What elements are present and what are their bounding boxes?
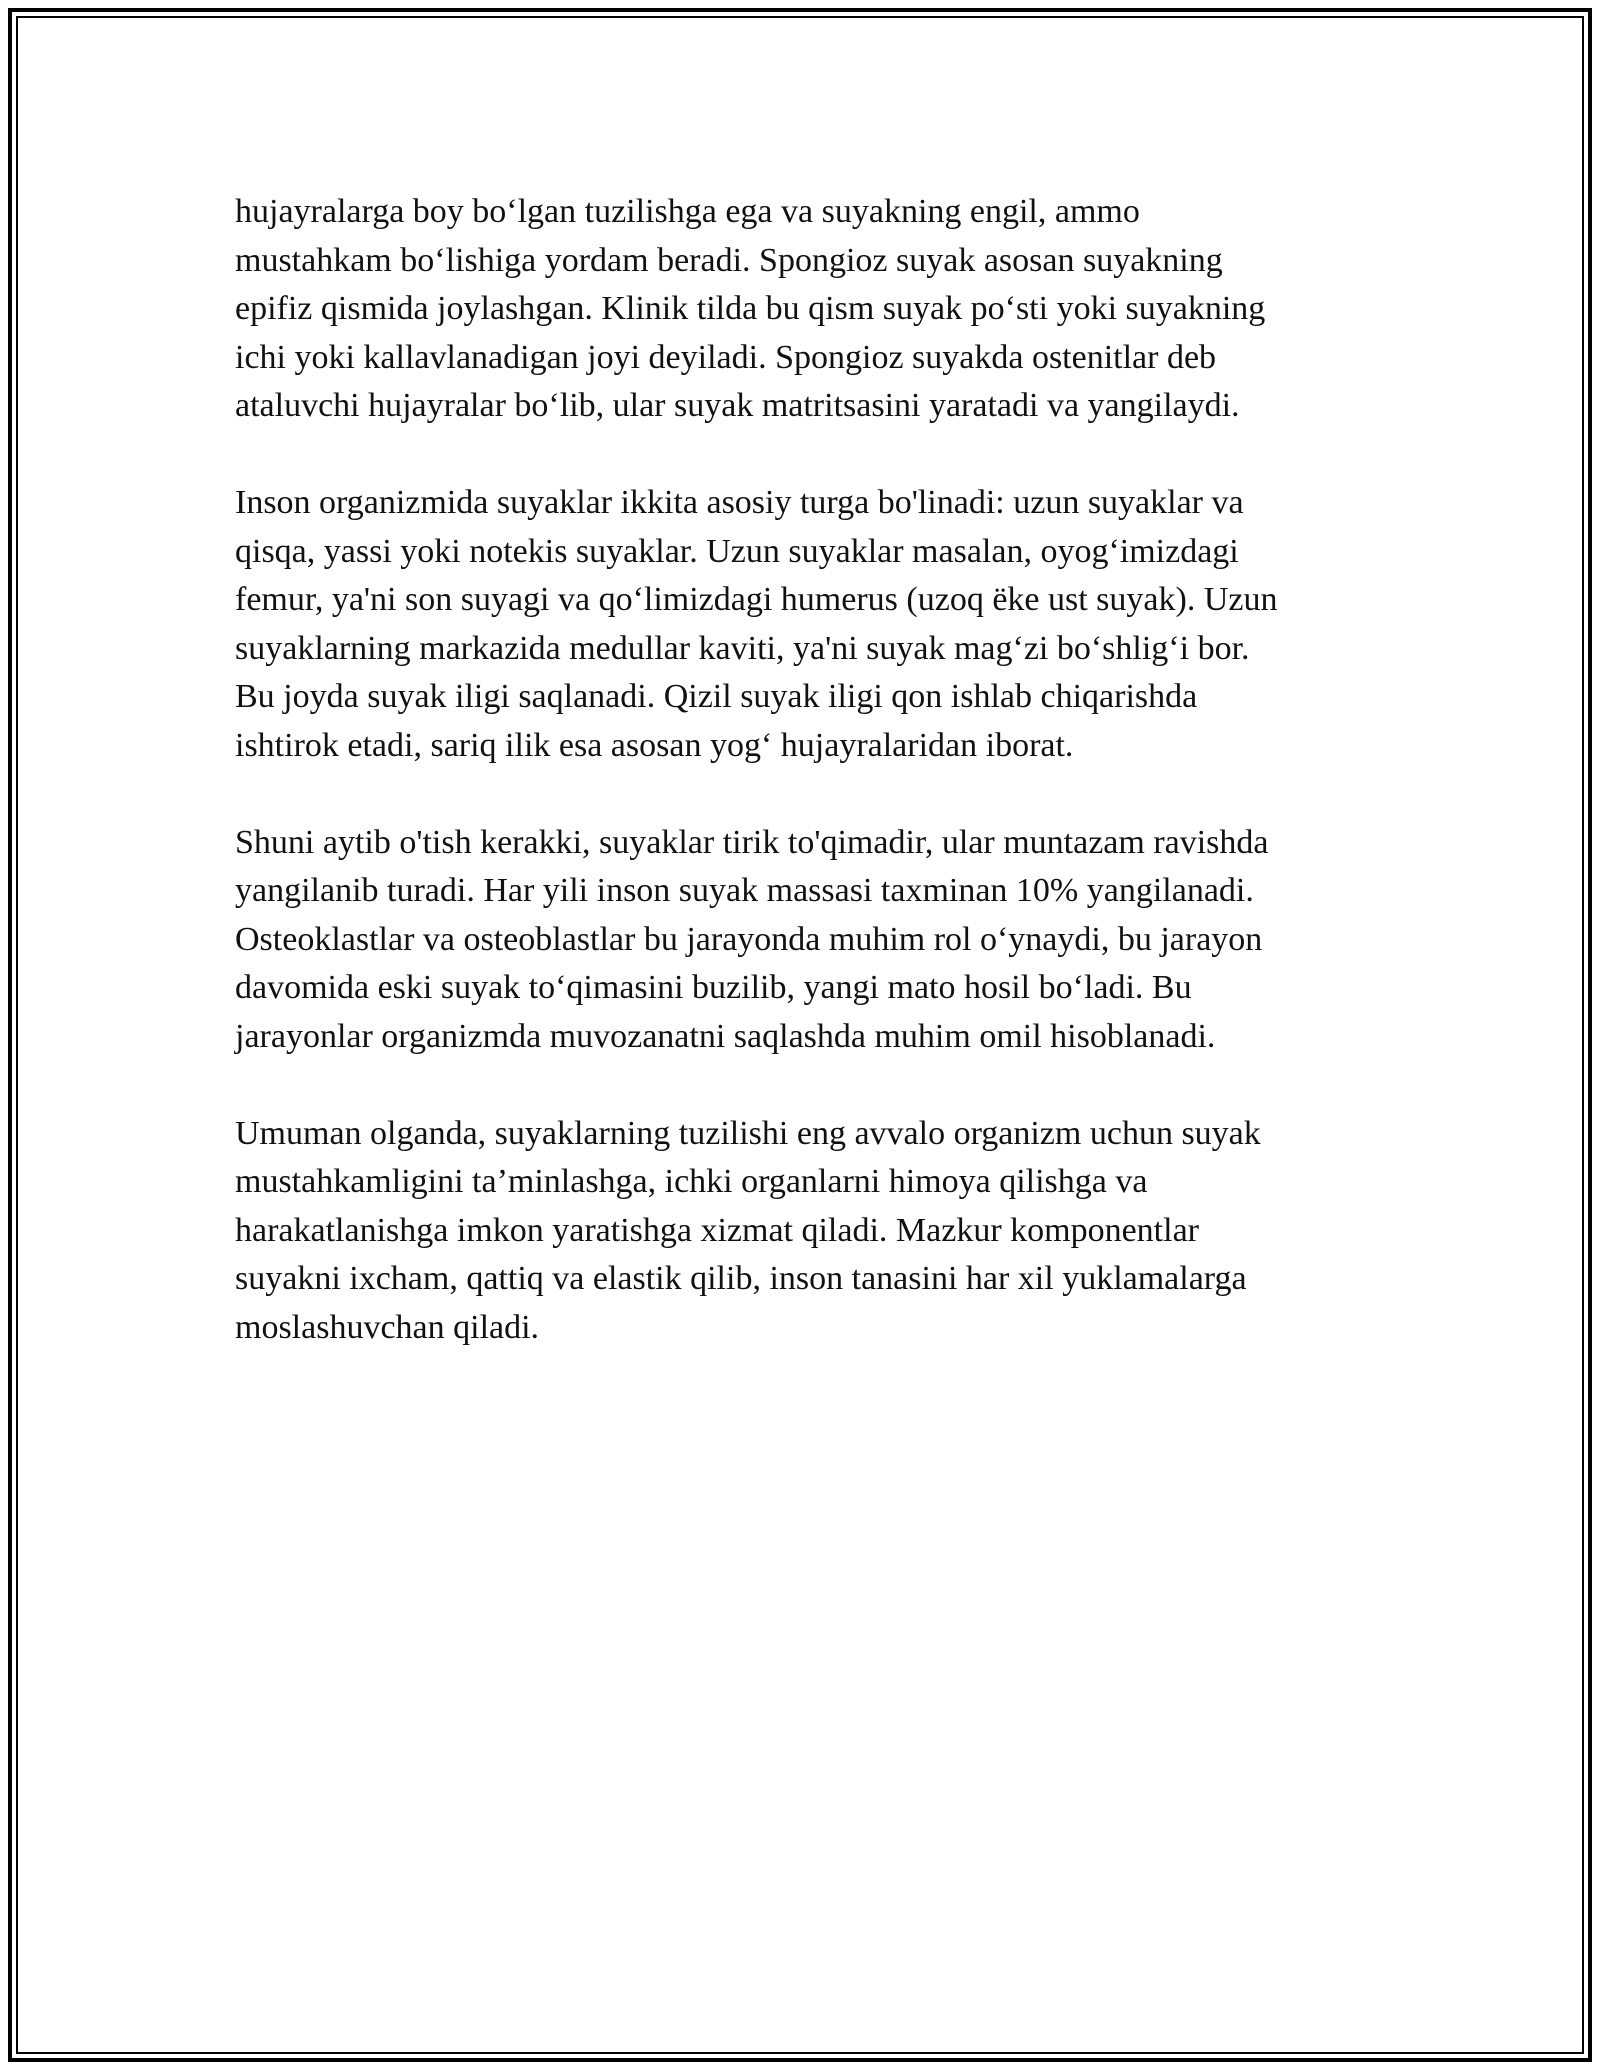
text-line: jarayonlar organizmda muvozanatni saqlashda muhim omil hisoblanadi. [235, 1017, 1216, 1055]
text-line: mustahkamligini ta’minlashga, ichki organlarni himoya qilishga va [235, 1163, 1148, 1200]
text-line: Inson organizmida suyaklar ikkita asosiy turga bo'linadi: uzun suyaklar va [235, 484, 1244, 521]
text-line: Osteoklastlar va osteoblastlar bu jarayonda muhim rol o‘ynaydi, bu jarayon [235, 920, 1263, 958]
text-line: Bu joyda suyak iligi saqlanadi. Qizil suyak iligi qon ishlab chiqarishda [235, 678, 1198, 715]
text-line: yangilanib turadi. Har yili inson suyak massasi taxminan 10% yangilanadi. [235, 872, 1254, 909]
text-line: suyakni ixcham, qattiq va elastik qilib, inson tanasini har xil yuklamalarga [235, 1260, 1247, 1297]
paragraph-3 [235, 819, 1385, 1062]
text-line: moslashuvchan qiladi. [235, 1308, 540, 1346]
text-line: davomida eski suyak to‘qimasini buzilib, yangi mato hosil bo‘ladi. Bu [235, 969, 1192, 1006]
text-line: ichi yoki kallavlanadigan joyi deyiladi. Spongioz suyakda ostenitlar deb [235, 338, 1217, 376]
text-line: mustahkam bo‘lishiga yordam beradi. Spongioz suyak asosan suyakning [235, 241, 1223, 279]
text-line: qisqa, yassi yoki notekis suyaklar. Uzun suyaklar masalan, oyog‘imizdagi [235, 532, 1239, 570]
paragraph-1 [235, 188, 1385, 431]
text-line: hujayralarga boy bo‘lgan tuzilishga ega va suyakning engil, ammo [235, 193, 1140, 230]
text-line: femur, ya'ni son suyagi va qo‘limizdagi humerus (uzoq ëke ust suyak). Uzun [235, 581, 1278, 618]
text-line: Umuman olganda, suyaklarning tuzilishi eng avvalo organizm uchun suyak [235, 1114, 1261, 1152]
text-line: suyaklarning markazida medullar kaviti, ya'ni suyak mag‘zi bo‘shlig‘i bor. [235, 629, 1250, 667]
text-line: harakatlanishga imkon yaratishga xizmat qiladi. Mazkur komponentlar [235, 1211, 1199, 1249]
text-line: Shuni aytib o'tish kerakki, suyaklar tirik to'qimadir, ular muntazam ravishda [235, 823, 1269, 861]
text-line: epifiz qismida joylashgan. Klinik tilda bu qism suyak po‘sti yoki suyakning [235, 290, 1266, 327]
document-body [235, 188, 1385, 1401]
text-line: ishtirok etadi, sariq ilik esa asosan yog‘ hujayralaridan iborat. [235, 726, 1074, 764]
text-line: ataluvchi hujayralar bo‘lib, ular suyak matritsasini yaratadi va yangilaydi. [235, 387, 1240, 424]
paragraph-2 [235, 479, 1385, 770]
paragraph-4 [235, 1110, 1385, 1353]
